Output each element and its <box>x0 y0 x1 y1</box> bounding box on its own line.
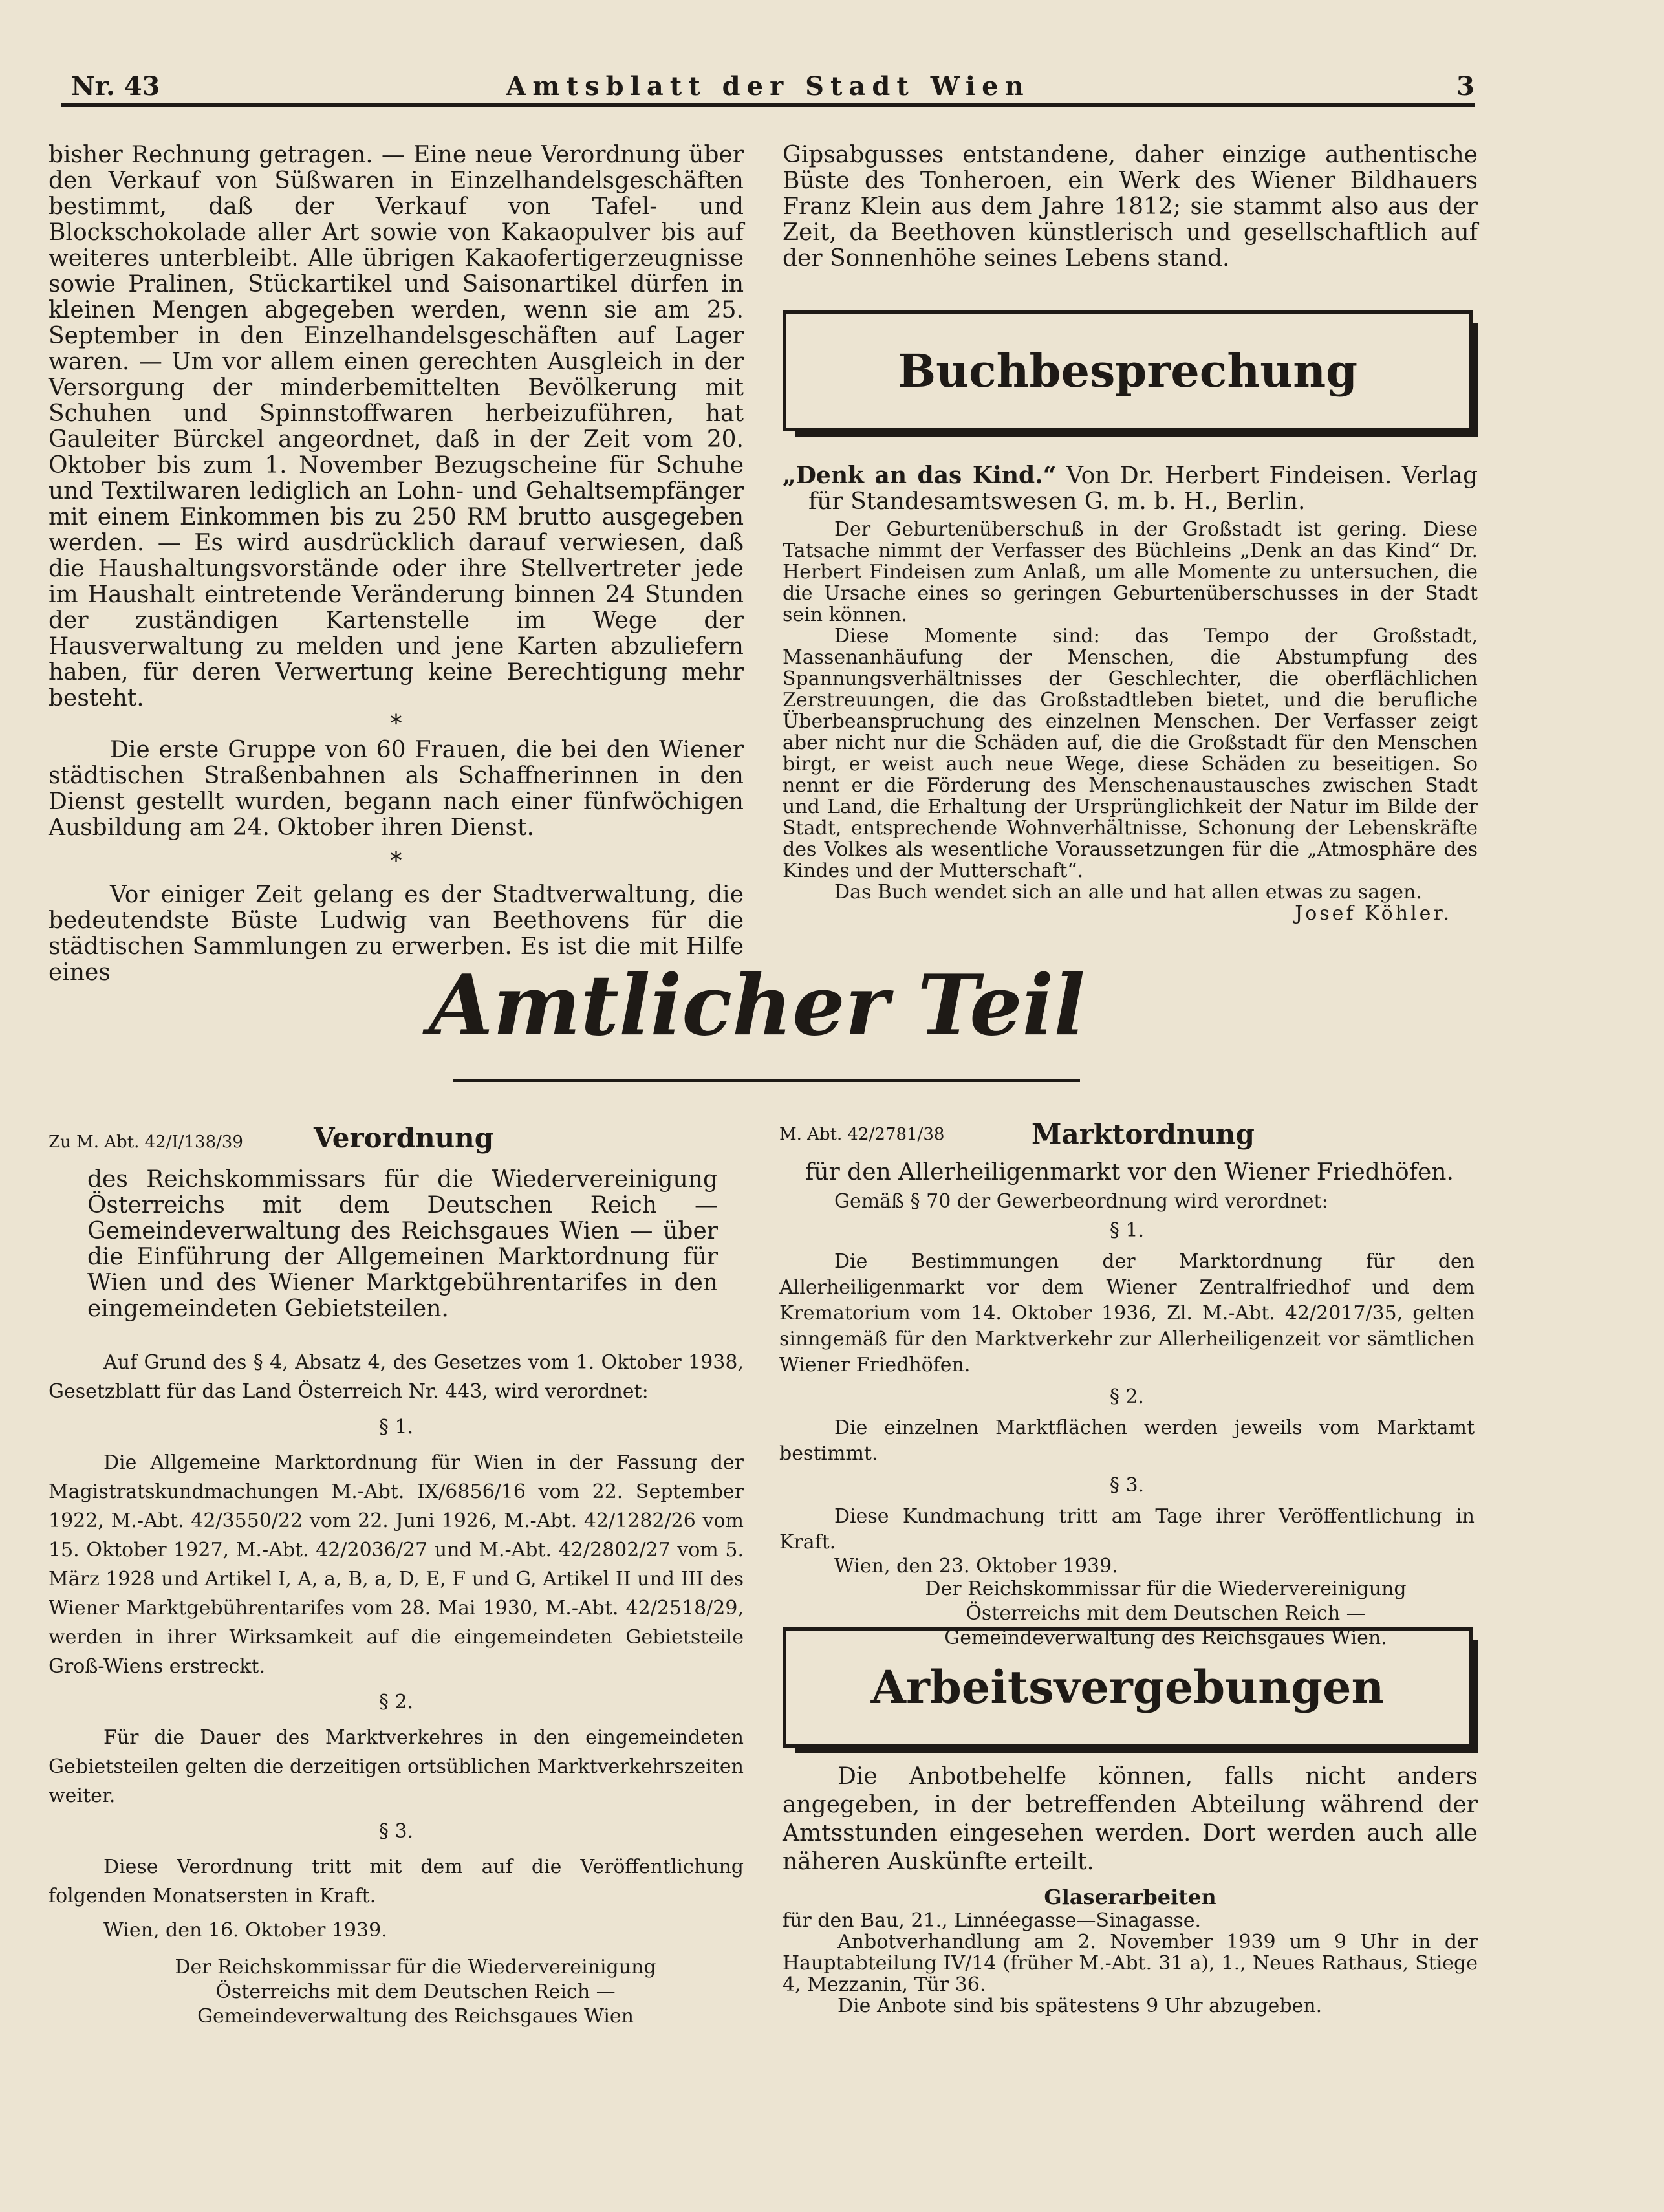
article-beethoven-cont: Gipsabgusses entstandene, daher einzige authentische Büste des Tonheroen, ein Werk des Wiener Bildhauers Franz Klein aus dem Jahre 1812; sie stammt also aus der Zeit, da Beethoven künstlerisch und gesellschaftlich auf der Sonnenhöhe seines Lebens stand. <box>783 142 1478 272</box>
verordnung-reference: Zu M. Abt. 42/I/138/39 <box>49 1133 243 1152</box>
marktordnung-signature: Der Reichskommissar für die Wiedervereinigung Österreichs mit dem Deutschen Reich — Gemeindeverwaltung des Reichsgaues Wien. <box>925 1578 1407 1649</box>
marktordnung-section-3: Diese Kundmachung tritt am Tage ihrer Veröffentlichung in Kraft. <box>779 1505 1475 1554</box>
marktordnung-date: Wien, den 23. Oktober 1939. <box>834 1555 1118 1578</box>
verordnung-date: Wien, den 16. Oktober 1939. <box>103 1919 387 1942</box>
verordnung-section-2: Für die Dauer des Marktverkehres in den eingemeindeten Gebietsteilen gelten die derzeitigen ortsüblichen Marktverkehrszeiten weiter. <box>49 1726 744 1807</box>
page-number: 3 <box>1456 71 1475 102</box>
section-title: Amtlicher Teil <box>429 957 1085 1054</box>
marktordnung-subtitle: für den Allerheiligenmarkt vor den Wiener Friedhöfen. <box>805 1159 1454 1186</box>
section-marker: § 3. <box>378 1820 414 1843</box>
tenders-heading: Arbeitsvergebungen <box>870 1660 1385 1714</box>
publication-title: Amtsblatt der Stadt Wien <box>506 71 1030 102</box>
verordnung-title: Verordnung <box>314 1122 494 1154</box>
tenders-line: für den Bau, 21., Linnéegasse—Sinagasse. <box>783 1909 1202 1932</box>
tenders-line: Die Anbote sind bis spätestens 9 Uhr abzugeben. <box>837 1995 1323 2017</box>
separator-star: * <box>390 848 402 874</box>
marktordnung-title: Marktordnung <box>1032 1118 1255 1150</box>
article-tram: Die erste Gruppe von 60 Frauen, die bei den Wiener städtischen Straßenbahnen als Schaffnerinnen in den Dienst gestellt wurden, begann nach einer fünfwöchigen Ausbildung am 24. Oktober ihren Dienst. <box>49 737 744 841</box>
verordnung-article <box>49 1122 744 2029</box>
tenders-section <box>783 1762 1478 2017</box>
verordnung-section-1: Die Allgemeine Marktordnung für Wien in der Fassung der Magistratskundmachungen M.-Abt. IX/6856/16 vom 22. September 1922, M.-Abt. 42/3550/22 vom 22. Juni 1926, M.-Abt. 42/1282/26 vom 15. Oktober 1927, M.-Abt. 42/2036/27 und M.-Abt. 42/2802/27 vom 5. März 1928 und Artikel I, A, a, B, a, D, E, F und G, Artikel II und III des Wiener Marktgebührentarifes vom 28. Mai 1930, M.-Abt. 42/2518/29, werden in ihrer Wirksamkeit auf die eingemeindeten Gebietsteile Groß-Wiens erstreckt. <box>49 1451 744 1678</box>
tenders-heading-box <box>783 1627 1473 1748</box>
book-review-heading-box <box>783 310 1473 431</box>
left-column-top <box>49 142 744 986</box>
book-review-heading: Buchbesprechung <box>897 344 1358 398</box>
review-paragraph: Diese Momente sind: das Tempo der Großstadt, Massenanhäufung der Menschen, die Abstumpfung des Spannungsverhältnisses der Geschlechter, die oberflächlichen Zerstreuungen, die das Großstadtleben bietet, und die berufliche Überbeanspruchung des einzelnen Menschen. Der Verfasser zeigt aber nicht nur die Schäden auf, die die Großstadt für den Menschen birgt, er weist auch neue Wege, diese Schäden zu beseitigen. So nennt er die Förderung des Menschenaustausches zwischen Stadt und Land, die Erhaltung der Ursprünglichkeit der Natur im Bilde der Stadt, entsprechende Wohnverhältnisse, Schonung der Lebenskräfte des Volkes als wesentliche Voraussetzungen für die „Atmosphäre des Kindes und der Mutterschaft“. <box>783 625 1478 882</box>
section-marker: § 2. <box>378 1691 414 1713</box>
page-header <box>61 71 1475 103</box>
tenders-line: Anbotverhandlung am 2. November 1939 um 9 Uhr in der Hauptabteilung IV/14 (früher M.-Abt. 31 a), 1., Neues Rathaus, Stiege 4, Mezzanin, Tür 36. <box>783 1931 1478 1996</box>
review-paragraph: Das Buch wendet sich an alle und hat allen etwas zu sagen. <box>834 881 1422 904</box>
section-marker: § 1. <box>1109 1219 1145 1242</box>
article-beethoven: Vor einiger Zeit gelang es der Stadtverwaltung, die bedeutendste Büste Ludwig van Beethovens für die städtischen Sammlungen zu erwerben. Es ist die mit Hilfe eines <box>49 882 744 986</box>
marktordnung-intro: Gemäß § 70 der Gewerbeordnung wird verordnet: <box>834 1190 1328 1213</box>
issue-number: Nr. 43 <box>71 71 160 102</box>
tenders-intro: Die Anbotbehelfe können, falls nicht anders angegeben, in der betreffenden Abteilung während der Amtsstunden eingesehen werden. Dort werden auch alle näheren Auskünfte erteilt. <box>783 1763 1478 1875</box>
header-rule <box>61 103 1475 107</box>
section-marker: § 2. <box>1109 1385 1145 1408</box>
section-title-rule <box>453 1079 1080 1082</box>
verordnung-section-3: Diese Verordnung tritt mit dem auf die Veröffentlichung folgenden Monatsersten in Kraft. <box>49 1856 744 1907</box>
separator-star: * <box>390 711 402 737</box>
tenders-subhead: Glaserarbeiten <box>1044 1885 1216 1909</box>
marktordnung-reference: M. Abt. 42/2781/38 <box>779 1125 945 1144</box>
right-column-top <box>783 142 1478 272</box>
marktordnung-article <box>779 1118 1475 1651</box>
reviewer-name: Josef Köhler. <box>1295 902 1452 925</box>
marktordnung-section-2: Die einzelnen Marktflächen werden jeweils vom Marktamt bestimmt. <box>779 1416 1475 1465</box>
book-meta: Von Dr. Herbert Findeisen. Verlag für Standesamtswesen G. m. b. H., Berlin. <box>808 462 1478 515</box>
marktordnung-section-1: Die Bestimmungen der Marktordnung für den Allerheiligenmarkt vor dem Wiener Zentralfriedhof und dem Krematorium vom 14. Oktober 1936, Zl. M.-Abt. 42/2017/35, gelten sinngemäß für den Marktverkehr zur Allerheiligenzeit vor sämtlichen Wiener Friedhöfen. <box>779 1250 1475 1376</box>
verordnung-signature: Der Reichskommissar für die Wiedervereinigung Österreichs mit dem Deutschen Reich — Gemeindeverwaltung des Reichsgaues Wien <box>175 1956 656 2028</box>
section-marker: § 3. <box>1109 1474 1145 1497</box>
section-marker: § 1. <box>378 1416 414 1438</box>
article-supply: bisher Rechnung getragen. — Eine neue Verordnung über den Verkauf von Süßwaren in Einzelhandelsgeschäften bestimmt, daß der Verkauf von Tafel- und Blockschokolade aller Art sowie von Kakaopulver bis auf weiteres unterbleibt. Alle übrigen Kakaofertigerzeugnisse sowie Pralinen, Stückartikel und Saisonartikel dürfen in kleinen Mengen abgegeben werden, wenn sie am 25. September in den Einzelhandelsgeschäften auf Lager waren. — Um vor allem einen gerechten Ausgleich in der Versorgung der minderbemittelten Bevölkerung mit Schuhen und Spinnstoffwaren herbeizuführen, hat Gauleiter Bürckel angeordnet, daß in der Zeit vom 20. Oktober bis zum 1. November Bezugscheine für Schuhe und Textilwaren lediglich an Lohn- und Gehaltsempfänger mit einem Einkommen bis zu 250 RM brutto ausgegeben werden. — Es wird ausdrücklich darauf verwiesen, daß die Haushaltungsvorstände oder ihre Stellvertreter jede im Haushalt eintretende Veränderung binnen 24 Stunden der zuständigen Kartenstelle im Wege der Hausverwaltung zu melden und jene Karten abzuliefern haben, für deren Verwertung keine Berechtigung mehr besteht. <box>49 142 744 711</box>
verordnung-subtitle: des Reichskommissars für die Wiedervereinigung Österreichs mit dem Deutschen Reich — Gemeindeverwaltung des Reichsgaues Wien — über die Einführung der Allgemeinen Marktordnung für Wien und des Wiener Marktgebührentarifes in den eingemeindeten Gebietsteilen. <box>87 1166 718 1322</box>
book-title: „Denk an das Kind.“ <box>783 462 1057 489</box>
review-paragraph: Der Geburtenüberschuß in der Großstadt ist gering. Diese Tatsache nimmt der Verfasser des Büchleins „Denk an das Kind“ Dr. Herbert Findeisen zum Anlaß, um alle Momente zu untersuchen, die die Ursache eines so geringen Geburtenüberschusses in der Stadt sein können. <box>783 518 1478 626</box>
book-review <box>783 462 1478 924</box>
verordnung-intro: Auf Grund des § 4, Absatz 4, des Gesetzes vom 1. Oktober 1938, Gesetzblatt für das Land Österreich Nr. 443, wird verordnet: <box>49 1351 744 1403</box>
